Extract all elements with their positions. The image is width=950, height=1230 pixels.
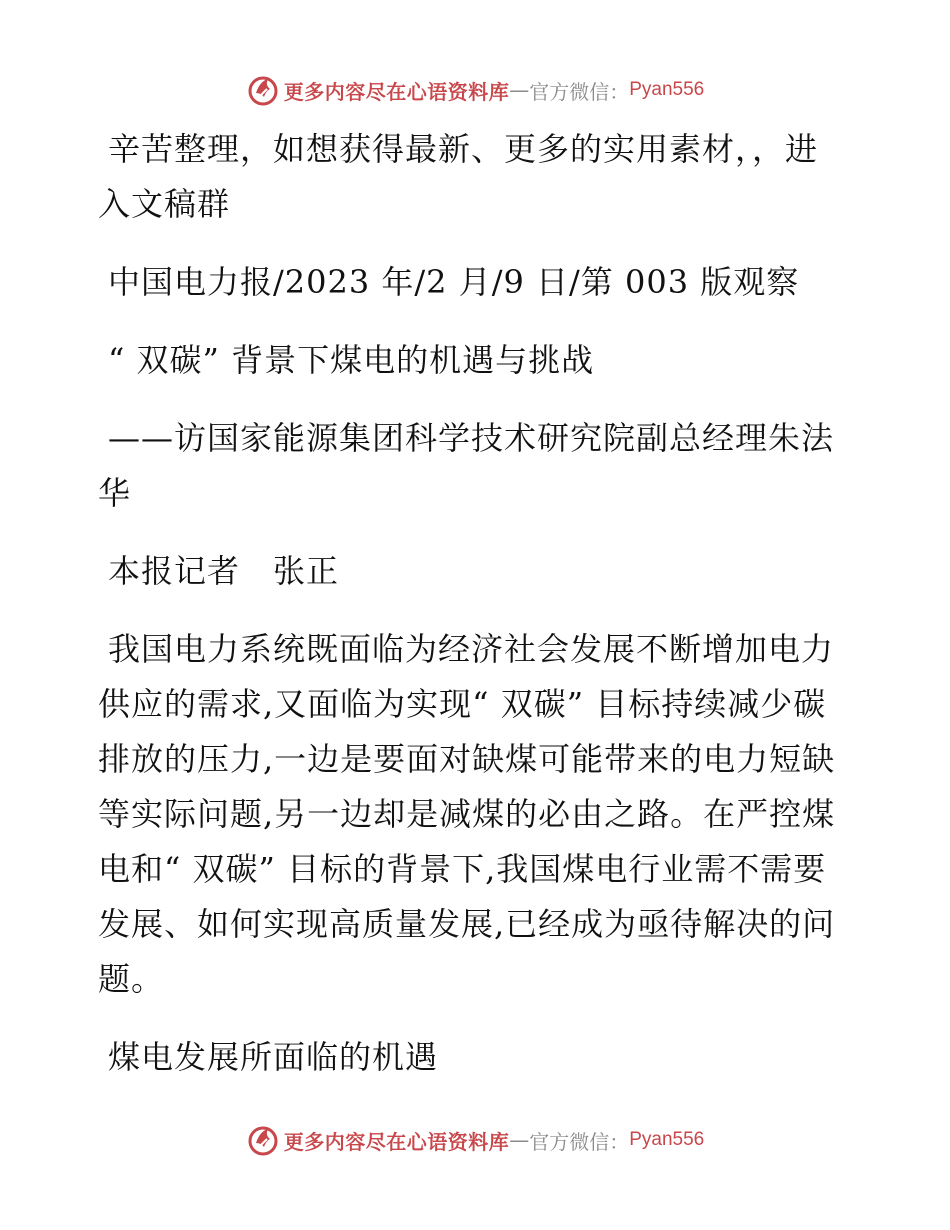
section-heading: 煤电发展所面临的机遇 xyxy=(108,1038,439,1076)
flame-logo-icon xyxy=(246,1123,280,1157)
footer-banner xyxy=(0,1120,950,1160)
banner-dash: — xyxy=(509,78,530,102)
banner-wechat-label: 官方微信： xyxy=(529,79,630,104)
header-banner xyxy=(0,70,950,110)
banner-wechat-id: Pyan556 xyxy=(629,79,705,100)
subheadline: ——访国家能源集团科学技术研究院副总经理朱法华 xyxy=(98,419,835,512)
headline: “ 双碳” 背景下煤电的机遇与挑战 xyxy=(108,341,595,379)
banner-wechat-label: 官方微信： xyxy=(529,1129,630,1154)
source-line: 中国电力报/2023 年/2 月/9 日/第 003 版观察 xyxy=(108,263,800,301)
body-paragraph: 我国电力系统既面临为经济社会发展不断增加电力供应的需求,又面临为实现“ 双碳” 目标持续减少碳排放的压力,一边是要面对缺煤可能带来的电力短缺等实际问题,另一边却是减煤的必由之路。在严控煤电和“ 双碳” 目标的背景下,我国煤电行业需不需要发展、如何实现高质量发展,已经成为亟待解决的问题。 xyxy=(98,630,836,998)
banner-dash: — xyxy=(509,1128,530,1152)
banner-title: 更多内容尽在心语资料库 xyxy=(283,1129,510,1154)
banner-wechat-id: Pyan556 xyxy=(629,1129,705,1150)
flame-logo-icon xyxy=(246,73,280,107)
document-body xyxy=(98,122,838,1108)
intro-paragraph: 辛苦整理，如想获得最新、更多的实用素材，，进入文稿群 xyxy=(98,130,819,223)
byline: 本报记者 张正 xyxy=(108,552,340,590)
banner-title: 更多内容尽在心语资料库 xyxy=(283,79,510,104)
